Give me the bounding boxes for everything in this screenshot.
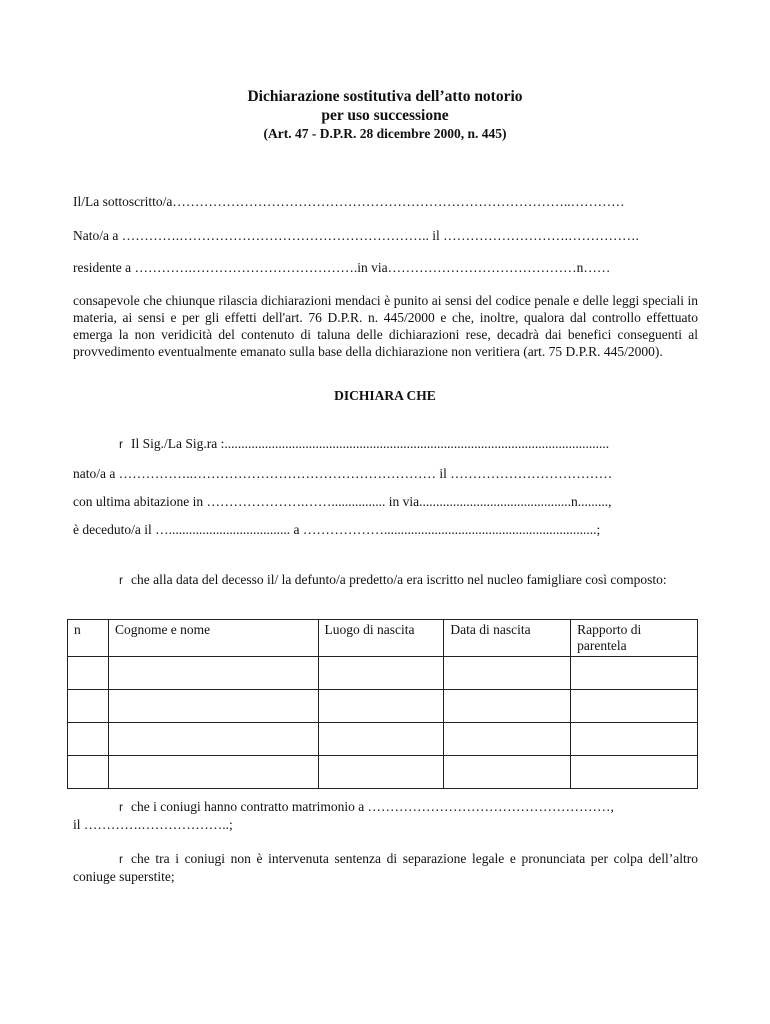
nucleo-table xyxy=(67,619,698,789)
consapevole-paragraph: consapevole che chiunque rilascia dichiarazioni mendaci è punito ai sensi del codice penale e delle leggi speciali in materia, ai sensi e per gli effetti dell'art. 76 D.P.R. n. 445/2000 e che, inoltre, qualora dal controllo effettuato emerga la non veridicità del contenuto di taluna delle dichiarazioni rese, decadrà dai benefici conseguenti al provvedimento eventualmente emanato sulla base della dichiarazione non veritiera (art. 75 D.P.R. 445/2000). xyxy=(73,293,698,359)
matrimonio-line xyxy=(73,798,698,816)
nucleo-text: che alla data del decesso il/ la defunto/a predetto/a era iscritto nel nucleo famigliare così composto: xyxy=(131,572,667,587)
nucleo-paragraph xyxy=(73,571,698,589)
nato-field: Nato/a a ………….……………………………………………….. il ……………………….……………. xyxy=(73,228,639,243)
title-line-2: per uso successione xyxy=(321,107,449,124)
defunto-deceduto-line: è deceduto/a il ….................................... a ………………...............................................................; xyxy=(73,522,601,537)
defunto-sig-text: Il Sig./La Sig.ra :.................................................................................................................. xyxy=(131,436,610,451)
table-cell[interactable] xyxy=(108,723,318,756)
residente-field: residente a ………….……………………………….in via……………………………………n…… xyxy=(73,260,611,275)
separazione-paragraph xyxy=(73,850,698,885)
table-cell[interactable] xyxy=(68,690,109,723)
header-cognome-nome: Cognome e nome xyxy=(108,620,318,657)
table-cell[interactable] xyxy=(444,690,571,723)
table-cell[interactable] xyxy=(68,756,109,789)
separazione-text: che tra i coniugi non è intervenuta sentenza di separazione legale e pronunciata per colpa dell’altro coniuge superstite; xyxy=(73,851,698,884)
checkbox-glyph: r xyxy=(119,573,123,587)
table-row xyxy=(68,723,698,756)
table-cell[interactable] xyxy=(571,690,698,723)
matrimonio-text: che i coniugi hanno contratto matrimonio a ………………………………………………, xyxy=(131,799,614,814)
header-luogo-nascita: Luogo di nascita xyxy=(318,620,444,657)
table-row xyxy=(68,690,698,723)
table-cell[interactable] xyxy=(318,690,444,723)
defunto-abitazione-line: con ultima abitazione in ………………….……................ in via.............................................n........., xyxy=(73,494,612,509)
defunto-nato-line: nato/a a ……………..……………………………………………… il ……………………………… xyxy=(73,466,613,481)
header-data-nascita: Data di nascita xyxy=(444,620,571,657)
header-n: n xyxy=(68,620,109,657)
title-line-1: Dichiarazione sostitutiva dell’atto notorio xyxy=(247,88,523,105)
table-cell[interactable] xyxy=(444,756,571,789)
dichiara-heading: DICHIARA CHE xyxy=(334,388,436,403)
document-header xyxy=(0,87,770,143)
defunto-sig-line xyxy=(73,435,698,453)
table-cell[interactable] xyxy=(68,723,109,756)
table-cell[interactable] xyxy=(571,657,698,690)
table-cell[interactable] xyxy=(318,723,444,756)
table-header-row xyxy=(68,620,698,657)
table-cell[interactable] xyxy=(318,756,444,789)
header-rapporto-parentela: Rapporto di parentela xyxy=(571,620,698,657)
checkbox-glyph: r xyxy=(119,852,123,866)
table-cell[interactable] xyxy=(108,690,318,723)
table-row xyxy=(68,756,698,789)
checkbox-glyph: r xyxy=(119,800,123,814)
title-line-3: (Art. 47 - D.P.R. 28 dicembre 2000, n. 445) xyxy=(263,126,507,141)
table-cell[interactable] xyxy=(571,756,698,789)
table-cell[interactable] xyxy=(571,723,698,756)
table-cell[interactable] xyxy=(444,723,571,756)
table-cell[interactable] xyxy=(444,657,571,690)
table-cell[interactable] xyxy=(68,657,109,690)
sottoscritto-field: Il/La sottoscritto/a……………………………………………………………………………..………… xyxy=(73,194,625,209)
checkbox-glyph: r xyxy=(119,437,123,451)
table-row xyxy=(68,657,698,690)
table-cell[interactable] xyxy=(318,657,444,690)
table-cell[interactable] xyxy=(108,657,318,690)
table-cell[interactable] xyxy=(108,756,318,789)
matrimonio-il-line: il ………….………………..; xyxy=(73,817,233,832)
